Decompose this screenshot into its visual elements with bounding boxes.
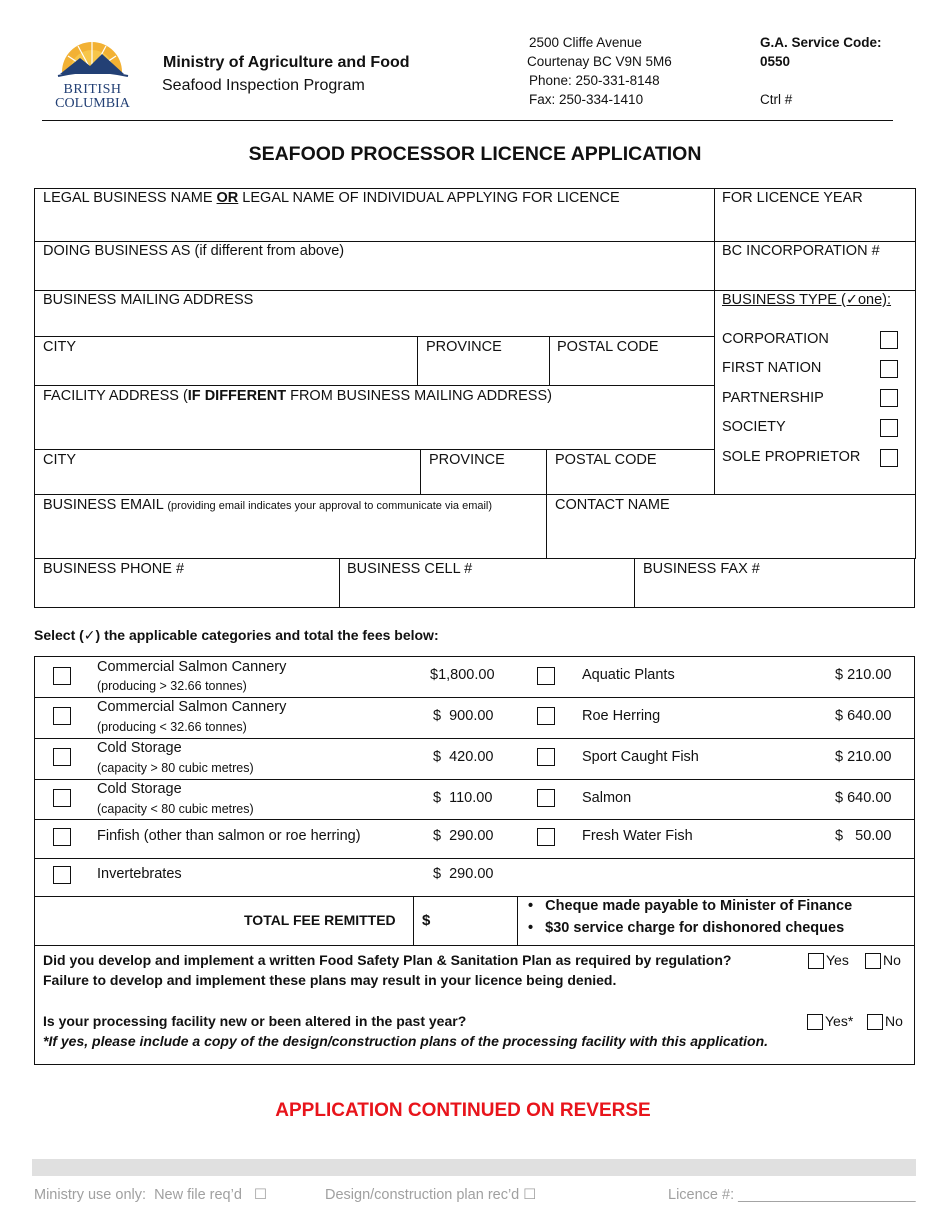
fee-left-0-amount: $1,800.00 <box>430 667 495 683</box>
categories-instruction: Select (✓) the applicable categories and total the fees below: <box>34 627 439 643</box>
society-checkbox[interactable] <box>880 419 898 437</box>
finfish-checkbox[interactable] <box>53 828 71 846</box>
business-type-label: BUSINESS TYPE (✓one): <box>722 292 892 308</box>
fee-left-3-note: (capacity < 80 cubic metres) <box>97 802 254 816</box>
invertebrates-checkbox[interactable] <box>53 866 71 884</box>
bc-logo <box>50 28 135 111</box>
business-type-partnership: PARTNERSHIP <box>722 390 824 406</box>
fee-left-1-amount: $ 900.00 <box>433 708 494 724</box>
food-safety-yes-label: Yes <box>826 952 849 968</box>
facility-altered-no-label: No <box>885 1013 903 1029</box>
header-divider <box>42 120 893 121</box>
salmon-cannery-large-checkbox[interactable] <box>53 667 71 685</box>
footer-bar <box>32 1159 916 1176</box>
address-line2: Courtenay BC V9N 5M6 <box>527 54 672 69</box>
ministry-name: Ministry of Agriculture and Food <box>163 54 410 71</box>
total-fee-input[interactable]: $ <box>422 912 431 929</box>
payment-note-cheque: • Cheque made payable to Minister of Finance <box>528 898 853 914</box>
aquatic-plants-checkbox[interactable] <box>537 667 555 685</box>
business-type-society: SOCIETY <box>722 419 786 435</box>
address-line1: 2500 Cliffe Avenue <box>529 35 642 50</box>
mailing-province-field[interactable]: PROVINCE <box>426 339 502 355</box>
roe-herring-checkbox[interactable] <box>537 707 555 725</box>
fee-right-0-amount: $ 210.00 <box>835 667 892 683</box>
total-fee-label: TOTAL FEE REMITTED <box>244 912 396 928</box>
first-nation-checkbox[interactable] <box>880 360 898 378</box>
design-plan-received: Design/construction plan rec’d ☐ <box>325 1187 537 1203</box>
fee-left-4-name: Finfish (other than salmon or roe herring) <box>97 828 361 844</box>
sole-proprietor-checkbox[interactable] <box>880 449 898 467</box>
fee-right-3-name: Salmon <box>582 790 632 806</box>
legal-name-field[interactable]: LEGAL BUSINESS NAME OR LEGAL NAME OF INDIVIDUAL APPLYING FOR LICENCE <box>43 190 620 206</box>
payment-note-service-charge: • $30 service charge for dishonored cheques <box>528 920 845 936</box>
fee-right-4-name: Fresh Water Fish <box>582 828 693 844</box>
licence-year-field[interactable]: FOR LICENCE YEAR <box>722 190 863 206</box>
corporation-checkbox[interactable] <box>880 331 898 349</box>
fee-left-2-amount: $ 420.00 <box>433 749 494 765</box>
page-title: SEAFOOD PROCESSOR LICENCE APPLICATION <box>248 143 702 165</box>
fee-left-3-amount: $ 110.00 <box>433 790 493 806</box>
food-safety-no-label: No <box>883 952 901 968</box>
service-code-label: G.A. Service Code: <box>760 35 882 50</box>
facility-city-field[interactable]: CITY <box>43 452 77 468</box>
fee-left-5-amount: $ 290.00 <box>433 866 494 882</box>
facility-altered-no-checkbox[interactable] <box>867 1014 883 1030</box>
food-safety-no-checkbox[interactable] <box>865 953 881 969</box>
fee-left-4-amount: $ 290.00 <box>433 828 494 844</box>
fee-left-1-name: Commercial Salmon Cannery <box>97 699 287 715</box>
business-type-sole-proprietor: SOLE PROPRIETOR <box>722 449 861 465</box>
bc-incorporation-field[interactable]: BC INCORPORATION # <box>722 243 880 259</box>
facility-altered-yes-label: Yes* <box>825 1013 854 1029</box>
facility-province-field[interactable]: PROVINCE <box>429 452 505 468</box>
facility-altered-question: Is your processing facility new or been altered in the past year? <box>43 1013 467 1029</box>
contact-name-field[interactable]: CONTACT NAME <box>555 497 670 513</box>
cold-storage-large-checkbox[interactable] <box>53 748 71 766</box>
fee-left-2-name: Cold Storage <box>97 740 182 756</box>
continued-notice: APPLICATION CONTINUED ON REVERSE <box>275 1100 651 1121</box>
logo-text-columbia: COLUMBIA <box>55 96 130 111</box>
facility-postal-code-field[interactable]: POSTAL CODE <box>555 452 657 468</box>
food-safety-yes-checkbox[interactable] <box>808 953 824 969</box>
ministry-use-label: Ministry use only: New file req’d ☐ <box>34 1187 267 1203</box>
facility-address-field[interactable]: FACILITY ADDRESS (IF DIFFERENT FROM BUSINESS MAILING ADDRESS) <box>43 388 552 404</box>
fee-left-5-name: Invertebrates <box>97 866 182 882</box>
salmon-cannery-small-checkbox[interactable] <box>53 707 71 725</box>
fee-left-3-name: Cold Storage <box>97 781 182 797</box>
mailing-postal-code-field[interactable]: POSTAL CODE <box>557 339 659 355</box>
fee-right-1-amount: $ 640.00 <box>835 708 892 724</box>
cold-storage-small-checkbox[interactable] <box>53 789 71 807</box>
business-email-field[interactable]: BUSINESS EMAIL (providing email indicates your approval to communicate via email) <box>43 497 493 513</box>
fee-right-3-amount: $ 640.00 <box>835 790 892 806</box>
fee-right-4-amount: $ 50.00 <box>835 828 892 844</box>
licence-number-field: Licence #: ______________________ <box>668 1187 916 1203</box>
business-phone-field[interactable]: BUSINESS PHONE # <box>43 561 185 577</box>
fee-right-2-name: Sport Caught Fish <box>582 749 699 765</box>
partnership-checkbox[interactable] <box>880 389 898 407</box>
sunrise-mountain-icon <box>50 28 135 78</box>
salmon-checkbox[interactable] <box>537 789 555 807</box>
food-safety-note: Failure to develop and implement these plans may result in your licence being denied. <box>43 972 617 988</box>
program-name: Seafood Inspection Program <box>162 77 365 94</box>
fee-left-0-note: (producing > 32.66 tonnes) <box>97 679 247 693</box>
phone-line: Phone: 250-331-8148 <box>529 73 660 88</box>
logo-text-british: BRITISH <box>63 82 122 97</box>
business-cell-field[interactable]: BUSINESS CELL # <box>347 561 473 577</box>
mailing-city-field[interactable]: CITY <box>43 339 77 355</box>
food-safety-question: Did you develop and implement a written Food Safety Plan & Sanitation Plan as required by regulation? <box>43 952 732 968</box>
facility-altered-yes-checkbox[interactable] <box>807 1014 823 1030</box>
ctrl-label: Ctrl # <box>760 92 793 107</box>
fee-right-1-name: Roe Herring <box>582 708 661 724</box>
fax-line: Fax: 250-334-1410 <box>529 92 644 107</box>
business-type-first-nation: FIRST NATION <box>722 360 822 376</box>
business-fax-field[interactable]: BUSINESS FAX # <box>643 561 760 577</box>
service-code: 0550 <box>760 54 791 69</box>
sport-caught-fish-checkbox[interactable] <box>537 748 555 766</box>
fee-right-2-amount: $ 210.00 <box>835 749 892 765</box>
fee-left-2-note: (capacity > 80 cubic metres) <box>97 761 254 775</box>
facility-altered-note: *If yes, please include a copy of the design/construction plans of the processing facility with this application. <box>43 1033 769 1049</box>
fee-right-0-name: Aquatic Plants <box>582 667 675 683</box>
fresh-water-fish-checkbox[interactable] <box>537 828 555 846</box>
business-type-corporation: CORPORATION <box>722 331 829 347</box>
mailing-address-field[interactable]: BUSINESS MAILING ADDRESS <box>43 292 254 308</box>
doing-business-as-field[interactable]: DOING BUSINESS AS (if different from above) <box>43 243 345 259</box>
fee-left-0-name: Commercial Salmon Cannery <box>97 659 287 675</box>
fee-left-1-note: (producing < 32.66 tonnes) <box>97 720 247 734</box>
